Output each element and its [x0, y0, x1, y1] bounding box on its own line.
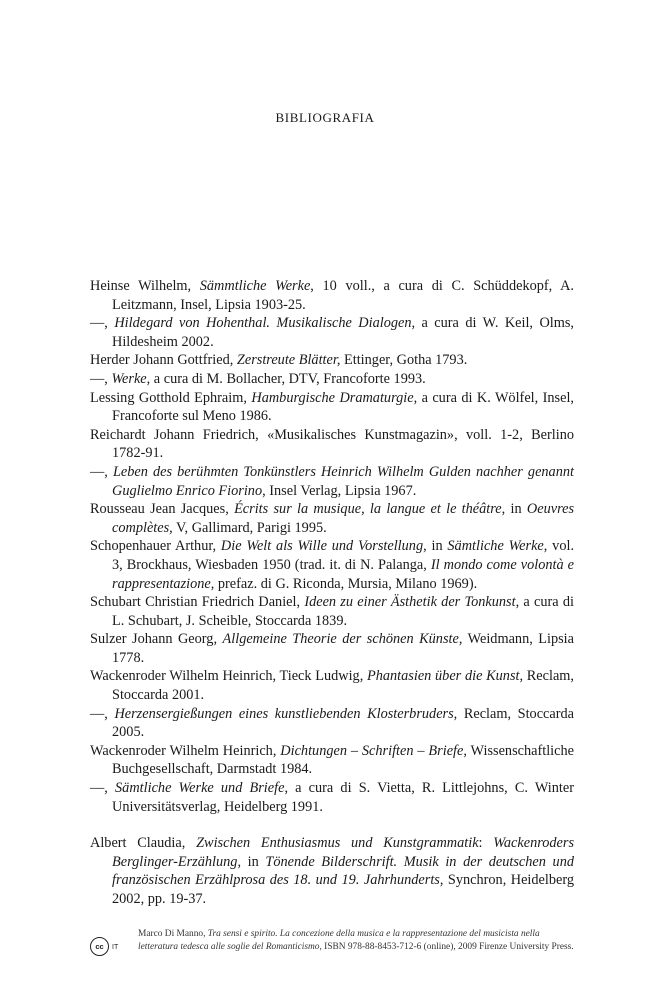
- italic-title: Werke: [111, 370, 147, 387]
- text-run: , Weidmann, Lipsia 1778.: [112, 631, 575, 666]
- page-footer: [90, 928, 574, 968]
- bibliography-entry: [90, 351, 574, 370]
- bibliography-entry: [90, 426, 574, 463]
- bibliography-entry: [90, 314, 574, 351]
- text-run: Albert Claudia,: [90, 835, 197, 852]
- text-run: , in: [423, 538, 448, 555]
- text-run: Reichardt Johann Friedrich, «Musikalisches Kunstmagazin», voll. 1-2, Berlino 1782-91.: [90, 426, 574, 462]
- text-run: , in: [237, 853, 266, 870]
- text-run: Sulzer Johann Georg,: [90, 631, 223, 648]
- text-run: Schopenhauer Arthur,: [90, 538, 221, 555]
- text-run: , vol. 3, Brockhaus, Wiesbaden 1950 (trad. it. di N. Palanga,: [112, 538, 575, 573]
- bibliography-entry: [90, 705, 574, 742]
- bibliography-entry: [90, 779, 574, 816]
- text-run: Lessing Gotthold Ephraim,: [90, 389, 252, 406]
- italic-title: Tönende Bilderschrift. Musik in der deutschen und französischen Erzählprosa des 18. und 19. Jahrhunderts: [112, 853, 574, 889]
- text-run: Schubart Christian Friedrich Daniel,: [90, 594, 305, 611]
- bibliography-entry: [90, 742, 574, 779]
- italic-title: Écrits sur la musique, la langue et le théâtre: [234, 501, 502, 518]
- italic-title: Phantasien über die Kunst: [367, 668, 520, 685]
- text-run: , ISBN 978-88-8453-712-6 (online), 2009 Firenze University Press.: [319, 941, 574, 952]
- text-run: , prefaz. di G. Riconda, Mursia, Milano 1969).: [210, 575, 478, 592]
- italic-title: Sämtliche Werke und Briefe: [115, 780, 285, 797]
- text-run: , a cura di M. Bollacher, DTV, Francoforte 1993.: [146, 370, 426, 387]
- bibliography-entry: [90, 463, 574, 500]
- bibliography-entry: [90, 500, 574, 537]
- italic-title: Herzensergießungen eines kunstliebenden Klosterbruders: [114, 705, 454, 722]
- text-run: , Reclam, Stoccarda 2005.: [112, 705, 574, 741]
- text-run: Rousseau Jean Jacques,: [90, 501, 235, 518]
- italic-title: Hildegard von Hohenthal. Musikalische Dialogen: [114, 315, 412, 332]
- text-run: ––,: [90, 705, 115, 722]
- italic-title: Tra sensi e spirito. La concezione della musica e la rappresentazione del musicista nella letteratura tedesca alle soglie del Romanticismo: [138, 929, 540, 952]
- italic-title: Die Welt als Wille und Vorstellung: [220, 538, 424, 555]
- citation-note: [138, 928, 574, 953]
- text-run: , a cura di S. Vietta, R. Littlejohns, C. Winter Universitätsverlag, Heidelberg 1991.: [112, 780, 574, 815]
- text-run: , a cura di K. Wölfel, Insel, Francoforte sul Meno 1986.: [112, 389, 574, 425]
- italic-title: Zwischen Enthusiasmus und Kunstgrammatik: [196, 835, 479, 852]
- bibliography-entry: [90, 370, 574, 389]
- italic-title: Leben des berühmten Tonkünstlers Heinrich Wilhelm Gulden nachher genannt Guglielmo Enrico Fiorino: [112, 463, 574, 499]
- text-run: Heinse Wilhelm,: [90, 278, 200, 294]
- text-run: :: [478, 835, 494, 852]
- bibliography-entry: [90, 630, 574, 667]
- text-run: , Insel Verlag, Lipsia 1967.: [262, 482, 417, 499]
- italic-title: Zerstreute Blätter,: [236, 352, 341, 369]
- text-run: , 10 voll., a cura di C. Schüddekopf, A. Leitzmann, Insel, Lipsia 1903-25.: [112, 278, 574, 313]
- italic-title: Ideen zu einer Ästhetik der Tonkunst: [304, 594, 516, 611]
- italic-title: Sämmtliche Werke: [199, 278, 311, 294]
- italic-title: Il mondo come volontà e rappresentazione: [112, 556, 574, 592]
- text-run: Ettinger, Gotha 1793.: [340, 352, 468, 369]
- text-run: , Synchron, Heidelberg 2002, pp. 19-37.: [112, 872, 574, 907]
- text-run: , a cura di W. Keil, Olms, Hildesheim 2002.: [112, 315, 574, 350]
- text-run: Wackenroder Wilhelm Heinrich,: [90, 742, 281, 759]
- text-run: , Wissenschaftliche Buchgesellschaft, Darmstadt 1984.: [112, 742, 574, 778]
- creative-commons-icon: cc: [90, 937, 109, 956]
- bibliography-entry: [90, 593, 574, 630]
- text-run: ––,: [90, 463, 113, 480]
- license-country-tag: IT: [112, 944, 119, 951]
- text-run: Herder Johann Gottfried,: [90, 352, 237, 369]
- italic-title: Hamburgische Dramaturgie: [251, 389, 414, 406]
- bibliography-entry: [90, 667, 574, 704]
- text-run: Wackenroder Wilhelm Heinrich, Tieck Ludwig,: [90, 668, 367, 685]
- bibliography-entry: [90, 277, 574, 314]
- italic-title: Sämtliche Werke: [447, 538, 544, 555]
- bibliography-entry: [90, 537, 574, 593]
- text-run: , in: [501, 501, 527, 518]
- text-run: ––,: [90, 780, 116, 797]
- italic-title: Allgemeine Theorie der schönen Künste: [222, 631, 459, 648]
- italic-title: Oeuvres complètes: [112, 501, 575, 536]
- bibliography-list: [90, 277, 574, 909]
- text-run: ––,: [90, 315, 115, 332]
- bibliography-entry: [90, 834, 574, 908]
- bibliography-entry: [90, 389, 574, 426]
- italic-title: Wackenroders Berglinger-Erzählung: [112, 835, 575, 870]
- text-run: , V, Gallimard, Parigi 1995.: [169, 519, 327, 536]
- page-title: BIBLIOGRAFIA: [275, 110, 375, 125]
- text-run: ––,: [90, 370, 112, 387]
- text-run: Marco Di Manno,: [138, 929, 208, 939]
- text-run: , a cura di L. Schubart, J. Scheible, Stoccarda 1839.: [112, 594, 574, 629]
- text-run: , Reclam, Stoccarda 2001.: [112, 668, 575, 704]
- italic-title: Dichtungen – Schriften – Briefe: [280, 742, 464, 759]
